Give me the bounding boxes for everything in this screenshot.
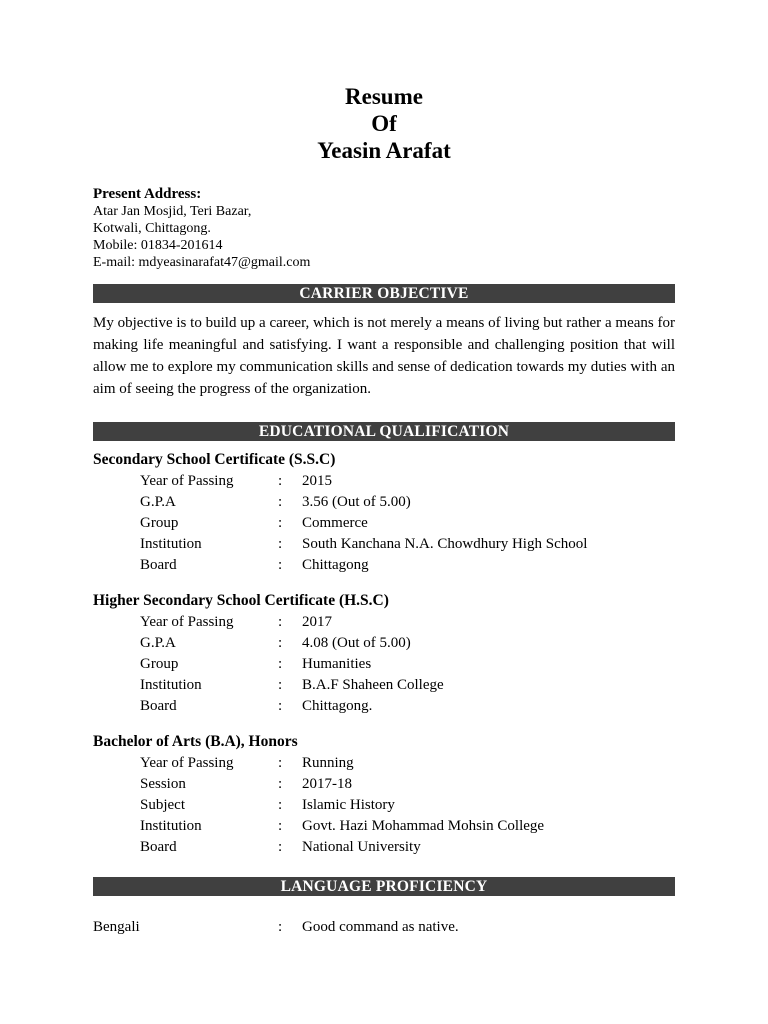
row-value: Chittagong bbox=[302, 557, 369, 573]
row-value: Chittagong. bbox=[302, 698, 373, 714]
row-value: Govt. Hazi Mohammad Mohsin College bbox=[302, 818, 545, 834]
row-separator: : bbox=[278, 776, 283, 792]
row-value: B.A.F Shaheen College bbox=[302, 677, 444, 693]
ba-row-session bbox=[0, 774, 768, 795]
row-value: National University bbox=[302, 839, 421, 855]
row-separator: : bbox=[278, 557, 283, 573]
hsc-heading: Higher Secondary School Certificate (H.S.C) bbox=[93, 592, 389, 609]
address-line-2: Kotwali, Chittagong. bbox=[93, 221, 211, 236]
row-separator: : bbox=[278, 797, 283, 813]
hsc-row-group bbox=[0, 654, 768, 675]
row-key: Institution bbox=[140, 677, 202, 693]
mobile-number: Mobile: 01834-201614 bbox=[93, 238, 223, 253]
language-name: Bengali bbox=[93, 919, 140, 935]
ba-details bbox=[0, 753, 768, 858]
section-carrier-objective: CARRIER OBJECTIVE bbox=[93, 284, 675, 303]
row-separator: : bbox=[278, 473, 283, 489]
ssc-row-group bbox=[0, 513, 768, 534]
row-key: Subject bbox=[140, 797, 185, 813]
row-value: Islamic History bbox=[302, 797, 395, 813]
row-key: Board bbox=[140, 557, 177, 573]
section-educational-qualification: EDUCATIONAL QUALIFICATION bbox=[93, 422, 675, 441]
row-key: Year of Passing bbox=[140, 755, 234, 771]
ssc-details bbox=[0, 471, 768, 576]
row-value: Running bbox=[302, 755, 354, 771]
row-value: 2015 bbox=[302, 473, 332, 489]
language-level: Good command as native. bbox=[302, 919, 459, 935]
row-separator: : bbox=[278, 515, 283, 531]
ssc-row-institution bbox=[0, 534, 768, 555]
ssc-heading: Secondary School Certificate (S.S.C) bbox=[93, 451, 336, 468]
row-key: Institution bbox=[140, 536, 202, 552]
row-key: Session bbox=[140, 776, 186, 792]
row-separator: : bbox=[278, 839, 283, 855]
ssc-row-board bbox=[0, 555, 768, 576]
row-key: Board bbox=[140, 698, 177, 714]
title-line-resume: Resume bbox=[345, 84, 423, 109]
row-separator: : bbox=[278, 755, 283, 771]
hsc-row-year bbox=[0, 612, 768, 633]
row-separator: : bbox=[278, 677, 283, 693]
row-separator: : bbox=[278, 656, 283, 672]
hsc-row-gpa bbox=[0, 633, 768, 654]
resume-title bbox=[0, 83, 768, 164]
title-line-of: Of bbox=[371, 111, 397, 136]
row-key: G.P.A bbox=[140, 494, 176, 510]
row-value: 3.56 (Out of 5.00) bbox=[302, 494, 411, 510]
row-key: Group bbox=[140, 656, 179, 672]
ba-row-year bbox=[0, 753, 768, 774]
hsc-details bbox=[0, 612, 768, 717]
address-line-1: Atar Jan Mosjid, Teri Bazar, bbox=[93, 204, 252, 219]
language-row-bengali bbox=[0, 917, 768, 938]
ba-row-subject bbox=[0, 795, 768, 816]
row-key: Institution bbox=[140, 818, 202, 834]
ba-row-institution bbox=[0, 816, 768, 837]
hsc-row-institution bbox=[0, 675, 768, 696]
ssc-row-year bbox=[0, 471, 768, 492]
row-separator: : bbox=[278, 635, 283, 651]
row-separator: : bbox=[278, 536, 283, 552]
row-key: Year of Passing bbox=[140, 614, 234, 630]
row-value: Humanities bbox=[302, 656, 372, 672]
objective-text: My objective is to build up a career, which is not merely a means of living but rather a means for making life meaningful and satisfying. I want a responsible and challenging position that will allow me to explore my communication skills and sense of dedication towards my duties with an aim of seeing the progress of the organization. bbox=[93, 315, 675, 397]
row-value: 2017-18 bbox=[302, 776, 352, 792]
row-value: South Kanchana N.A. Chowdhury High School bbox=[302, 536, 588, 552]
email-address: E-mail: mdyeasinarafat47@gmail.com bbox=[93, 255, 311, 270]
row-value: 2017 bbox=[302, 614, 332, 630]
row-key: G.P.A bbox=[140, 635, 176, 651]
ba-row-board bbox=[0, 837, 768, 858]
row-separator: : bbox=[278, 494, 283, 510]
row-value: Commerce bbox=[302, 515, 368, 531]
present-address bbox=[93, 185, 675, 271]
row-key: Board bbox=[140, 839, 177, 855]
row-value: 4.08 (Out of 5.00) bbox=[302, 635, 411, 651]
row-separator: : bbox=[278, 818, 283, 834]
row-key: Group bbox=[140, 515, 179, 531]
hsc-row-board bbox=[0, 696, 768, 717]
row-separator: : bbox=[278, 919, 283, 935]
section-language-proficiency: LANGUAGE PROFICIENCY bbox=[93, 877, 675, 896]
ba-heading: Bachelor of Arts (B.A), Honors bbox=[93, 733, 298, 750]
row-separator: : bbox=[278, 614, 283, 630]
row-key: Year of Passing bbox=[140, 473, 234, 489]
candidate-name: Yeasin Arafat bbox=[317, 138, 451, 163]
row-separator: : bbox=[278, 698, 283, 714]
ssc-row-gpa bbox=[0, 492, 768, 513]
address-label: Present Address: bbox=[93, 186, 202, 202]
